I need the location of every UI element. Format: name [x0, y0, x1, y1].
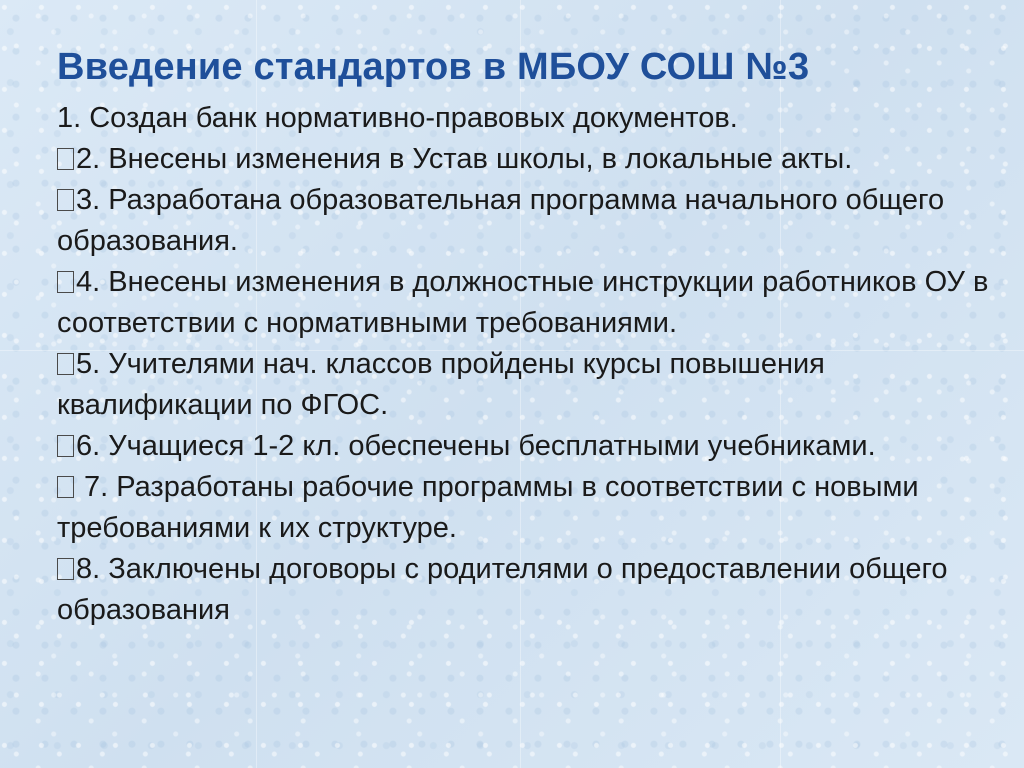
missing-glyph-box-icon: [57, 435, 74, 457]
list-item-text: 2. Внесены изменения в Устав школы, в локальные акты.: [76, 143, 853, 175]
missing-glyph-box-icon: [57, 148, 74, 170]
list-item: [57, 262, 1007, 344]
list-item: [57, 426, 1007, 467]
missing-glyph-box-icon: [57, 353, 74, 375]
missing-glyph-box-icon: [57, 476, 74, 498]
list-item-text: 7. Разработаны рабочие программы в соответствии с новыми требованиями к их структуре.: [57, 471, 919, 544]
list-item-text: 5. Учителями нач. классов пройдены курсы повышения квалификации по ФГОС.: [57, 348, 825, 421]
list-item: [57, 180, 1007, 262]
missing-glyph-box-icon: [57, 558, 74, 580]
list-item-text: 6. Учащиеся 1-2 кл. обеспечены бесплатными учебниками.: [76, 430, 876, 462]
list-item-text: 8. Заключены договоры с родителями о предоставлении общего образования: [57, 553, 948, 626]
list-item: [57, 344, 1007, 426]
missing-glyph-box-icon: [57, 189, 74, 211]
list-item-text: 1. Создан банк нормативно-правовых документов.: [57, 102, 738, 134]
list-item: [57, 549, 1007, 631]
list-item: [57, 139, 1007, 180]
list-item-text: 3. Разработана образовательная программа начального общего образования.: [57, 184, 945, 257]
list-item-text: 4. Внесены изменения в должностные инструкции работников ОУ в соответствии с нормативными требованиями.: [57, 266, 989, 339]
list-item: [57, 467, 1007, 549]
content-list: [57, 98, 1007, 631]
missing-glyph-box-icon: [57, 271, 74, 293]
list-item: [57, 98, 1007, 139]
slide-title: Введение стандартов в МБОУ СОШ №3: [57, 46, 810, 88]
